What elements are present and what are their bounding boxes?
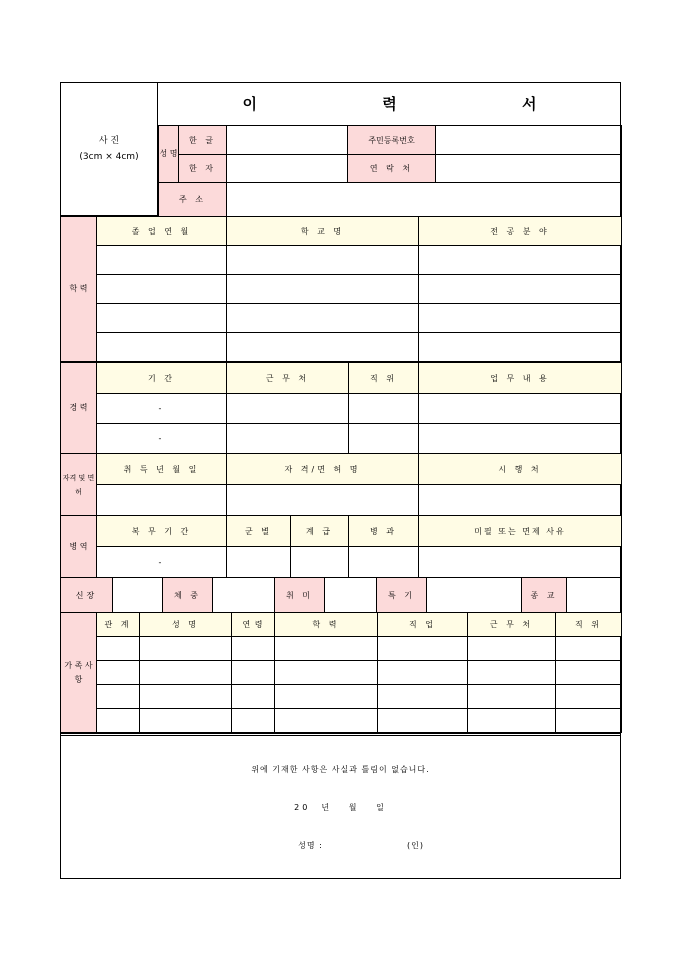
skill-field[interactable] [427,578,522,613]
name-kr-label: 한 글 [179,126,227,155]
family-cell[interactable] [378,709,468,733]
name-group-label: 성 명 [159,126,179,183]
family-header-position: 직 위 [556,613,622,637]
family-cell[interactable] [97,709,140,733]
career-cell[interactable] [419,424,622,454]
family-cell[interactable] [378,685,468,709]
religion-label: 종 교 [522,578,567,613]
military-header-period: 복 무 기 간 [97,516,227,547]
license-header-issuer: 시 행 처 [419,454,622,485]
military-header-specialty: 병 과 [349,516,419,547]
misc-table [60,577,622,613]
skill-label: 특 기 [377,578,427,613]
family-cell[interactable] [140,661,232,685]
height-field[interactable] [113,578,163,613]
family-header-job: 직 업 [378,613,468,637]
family-cell[interactable] [556,709,622,733]
edu-header-date: 졸 업 연 월 [97,217,227,246]
family-cell[interactable] [97,685,140,709]
education-section-label: 학 력 [61,217,97,362]
license-cell[interactable] [419,485,622,516]
edu-cell[interactable] [227,333,419,362]
family-header-age: 연 령 [232,613,275,637]
family-header-workplace: 근 무 처 [468,613,556,637]
family-cell[interactable] [232,685,275,709]
family-cell[interactable] [275,637,378,661]
military-header-branch: 군 별 [227,516,291,547]
education-table [60,216,622,362]
edu-cell[interactable] [97,246,227,275]
military-period-cell[interactable]: - [97,547,227,578]
military-cell[interactable] [419,547,622,578]
career-cell[interactable] [227,424,349,454]
military-cell[interactable] [227,547,291,578]
edu-cell[interactable] [419,333,622,362]
personal-table [158,125,622,217]
weight-label: 체 중 [163,578,213,613]
declaration-date[interactable]: 20 년 월 일 [294,803,387,812]
license-header-date: 취 득 년 월 일 [97,454,227,485]
edu-header-school: 학 교 명 [227,217,419,246]
contact-label: 연 락 처 [348,155,436,183]
name-kr-field[interactable] [227,126,348,155]
career-cell[interactable] [349,394,419,424]
family-cell[interactable] [97,661,140,685]
resident-no-field[interactable] [436,126,622,155]
hobby-field[interactable] [325,578,377,613]
edu-cell[interactable] [97,275,227,304]
career-period-cell[interactable]: - [97,424,227,454]
edu-cell[interactable] [227,275,419,304]
career-cell[interactable] [227,394,349,424]
license-table [60,453,622,516]
family-cell[interactable] [378,637,468,661]
photo-label: 사 진 [98,136,120,146]
family-cell[interactable] [468,685,556,709]
contact-field[interactable] [436,155,622,183]
career-header-company: 근 무 처 [227,363,349,394]
family-cell[interactable] [232,709,275,733]
family-cell[interactable] [275,685,378,709]
family-header-relation: 관 계 [97,613,140,637]
edu-cell[interactable] [227,304,419,333]
address-field[interactable] [227,183,622,217]
edu-cell[interactable] [227,246,419,275]
edu-cell[interactable] [419,275,622,304]
career-cell[interactable] [349,424,419,454]
edu-cell[interactable] [97,304,227,333]
photo-box[interactable] [60,82,158,216]
career-table [60,362,622,454]
edu-cell[interactable] [419,304,622,333]
edu-cell[interactable] [419,246,622,275]
resident-no-label: 주민등록번호 [348,126,436,155]
address-label: 주 소 [159,183,227,217]
family-cell[interactable] [556,661,622,685]
family-cell[interactable] [556,685,622,709]
license-cell[interactable] [227,485,419,516]
weight-field[interactable] [213,578,275,613]
seal-mark[interactable]: (인) [407,841,424,850]
photo-size: (3cm × 4cm) [79,152,139,162]
family-cell[interactable] [468,709,556,733]
edu-header-major: 전 공 분 야 [419,217,622,246]
family-cell[interactable] [232,661,275,685]
career-header-duty: 업 무 내 용 [419,363,622,394]
career-cell[interactable] [419,394,622,424]
family-cell[interactable] [468,661,556,685]
license-cell[interactable] [97,485,227,516]
license-section-label: 자격 및 면허 [61,454,97,516]
family-section-label: 가 족 사 항 [61,613,97,733]
career-section-label: 경 력 [61,363,97,454]
career-header-position: 직 위 [349,363,419,394]
sign-label: 성명 : [298,841,323,850]
height-label: 신장 [61,578,113,613]
family-cell[interactable] [378,661,468,685]
career-period-cell[interactable]: - [97,394,227,424]
military-table [60,515,622,578]
family-header-name: 성 명 [140,613,232,637]
name-hanja-label: 한 자 [179,155,227,183]
family-cell[interactable] [468,637,556,661]
family-cell[interactable] [232,637,275,661]
name-hanja-field[interactable] [227,155,348,183]
family-header-education: 학 력 [275,613,378,637]
military-cell[interactable] [349,547,419,578]
license-header-name: 자 격/면 허 명 [227,454,419,485]
declaration-section [60,733,621,879]
family-cell[interactable] [275,661,378,685]
family-cell[interactable] [556,637,622,661]
military-cell[interactable] [291,547,349,578]
religion-field[interactable] [567,578,622,613]
edu-cell[interactable] [97,333,227,362]
family-cell[interactable] [275,709,378,733]
family-cell[interactable] [140,709,232,733]
family-cell[interactable] [140,685,232,709]
declaration-statement: 위에 기재한 사항은 사실과 틀림이 없습니다. [251,765,430,774]
family-cell[interactable] [140,637,232,661]
family-table [60,612,622,733]
hobby-label: 취 미 [275,578,325,613]
page-title: 이 력 서 [242,95,597,113]
family-cell[interactable] [97,637,140,661]
military-section-label: 병 역 [61,516,97,578]
military-header-exemption: 미필 또는 면제 사유 [419,516,622,547]
career-header-period: 기 간 [97,363,227,394]
military-header-rank: 계 급 [291,516,349,547]
